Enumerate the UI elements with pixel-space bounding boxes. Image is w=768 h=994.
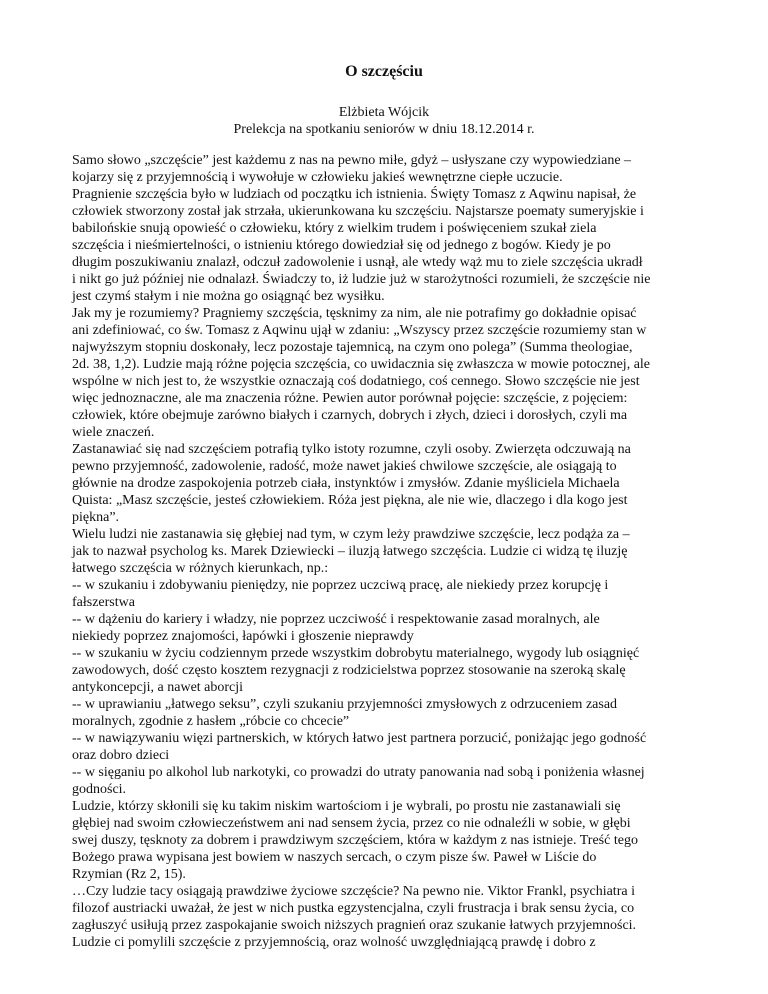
text-line: zawodowych, dość często kosztem rezygnacji z rodzicielstwa poprzez stosowanie na szeroką skalę xyxy=(72,663,626,678)
text-line: …Czy ludzie tacy osiągają prawdziwe życiowe szczęście? Na pewno nie. Viktor Frankl, psychiatra i xyxy=(72,884,635,899)
text-line: -- w uprawianiu „łatwego seksu”, czyli szukaniu przyjemności zmysłowych z odrzuceniem zasad xyxy=(72,697,618,712)
text-line: niekiedy poprzez znajomości, łapówki i głoszenie nieprawdy xyxy=(72,629,414,644)
text-line: pewno przyjemność, zadowolenie, radość, może nawet jakieś chwilowe szczęście, ale osiągają to xyxy=(72,459,617,474)
document-author: Elżbieta Wójcik xyxy=(338,105,430,120)
text-line: więc jednoznaczne, ale ma znaczenia różne. Pewien autor porównał pojęcie: szczęście, z pojęciem: xyxy=(72,391,628,406)
text-line: Jak my je rozumiemy? Pragniemy szczęścia, tęsknimy za nim, ale nie potrafimy go dokładnie opisać xyxy=(72,306,637,321)
text-line: -- w nawiązywaniu więzi partnerskich, w których łatwo jest partnera porzucić, poniżając jego godność xyxy=(72,731,647,746)
text-line: Quista: „Masz szczęście, jesteś człowiekiem. Róża jest piękna, ale nie wie, dlaczego i dla kogo jest xyxy=(72,493,628,508)
text-line: głównie na drodze zaspokojenia potrzeb ciała, instynktów i zmysłów. Zdanie myśliciela Michaela xyxy=(72,476,620,491)
text-line: Samo słowo „szczęście” jest każdemu z nas na pewno miłe, gdyż – usłyszane czy wypowiedziane – xyxy=(72,153,632,168)
text-line: godności. xyxy=(72,782,127,797)
text-line: łatwego szczęścia w różnych kierunkach, np.: xyxy=(72,561,329,576)
text-line: wspólne w nich jest to, że wszystkie oznaczają coś dodatniego, coś cennego. Słowo szczęście nie jest xyxy=(72,374,640,389)
text-line: jak to nazwał psycholog ks. Marek Dziewiecki – iluzją łatwego szczęścia. Ludzie ci widzą tę iluzję xyxy=(72,544,628,559)
text-line: człowiek, które obejmuje zarówno białych i czarnych, dobrych i złych, dzieci i dorosłych, czyli ma xyxy=(72,408,628,423)
text-line: zagłuszyć usiłują przez zaspokajanie swoich niższych pragnień oraz szukanie łatwych przyjemności. xyxy=(72,918,637,933)
text-line: kojarzy się z przyjemnością i wywołuje w człowieku jakieś wewnętrzne ciepłe uczucie. xyxy=(72,170,563,185)
text-line: człowiek stworzony został jak strzała, ukierunkowana ku szczęściu. Najstarsze poematy sumeryjskie i xyxy=(72,204,644,219)
document-body xyxy=(72,152,722,951)
text-line: Zastanawiać się nad szczęściem potrafią tylko istoty rozumne, czyli osoby. Zwierzęta odczuwają na xyxy=(72,442,631,457)
text-line: ani zdefiniować, co św. Tomasz z Aqwinu ujął w zdaniu: „Wszyscy przez szczęście rozumiemy stan w xyxy=(72,323,647,338)
text-line: i nikt go już później nie odnalazł. Świadczy to, iż ludzie już w starożytności rozumieli, że szczęście nie xyxy=(72,272,651,287)
text-line: swej duszy, tęsknoty za dobrem i prawdziwym szczęściem, która w każdym z nas istnieje. Treść tego xyxy=(72,833,638,848)
text-line: Pragnienie szczęścia było w ludziach od początku ich istnienia. Święty Tomasz z Aqwinu napisał, że xyxy=(72,187,637,202)
text-line: szczęścia i nieśmiertelności, o istnieniu którego dowiedział się od jednego z bogów. Kiedy je po xyxy=(72,238,611,253)
text-line: długim poszukiwaniu znalazł, odczuł zadowolenie i usnął, ale wtedy wąż mu to ziele szczęścia ukradł xyxy=(72,255,643,270)
text-line: Ludzie ci pomylili szczęście z przyjemnością, oraz wolność uwzględniającą prawdę i dobro z xyxy=(72,935,596,950)
document-subtitle: Prelekcja na spotkaniu seniorów w dniu 18.12.2014 r. xyxy=(233,122,535,137)
text-line: -- w dążeniu do kariery i władzy, nie poprzez uczciwość i respektowanie zasad moralnych, ale xyxy=(72,612,600,627)
text-line: Rzymian (Rz 2, 15). xyxy=(72,867,186,882)
document-title: O szczęściu xyxy=(345,63,423,80)
text-line: Wielu ludzi nie zastanawia się głębiej nad tym, w czym leży prawdziwe szczęście, lecz podąża za – xyxy=(72,527,630,542)
text-line: fałszerstwa xyxy=(72,595,135,610)
text-line: -- w szukaniu w życiu codziennym przede wszystkim dobrobytu materialnego, wygody lub osiągnięć xyxy=(72,646,640,661)
text-line: Bożego prawa wypisana jest bowiem w naszych sercach, o czym pisze św. Paweł w Liście do xyxy=(72,850,597,865)
text-line: wiele znaczeń. xyxy=(72,425,155,440)
text-line: 2d. 38, 1,2). Ludzie mają różne pojęcia szczęścia, co uwidacznia się zwłaszcza w mowie potocznej, ale xyxy=(72,357,651,372)
text-line: filozof austriacki uważał, że jest w nich pustka egzystencjalna, czyli frustracja i brak sensu życia, co xyxy=(72,901,635,916)
text-line: najwyższym stopniu doskonały, lecz pozostaje tajemnicą, na czym ono polega” (Summa theologiae, xyxy=(72,340,633,355)
text-line: Ludzie, którzy skłonili się ku takim niskim wartościom i je wybrali, po prostu nie zastanawiali się xyxy=(72,799,621,814)
text-line: -- w sięganiu po alkohol lub narkotyki, co prowadzi do utraty panowania nad sobą i poniżenia własnej xyxy=(72,765,645,780)
text-line: antykoncepcji, a nawet aborcji xyxy=(72,680,244,695)
text-line: oraz dobro dzieci xyxy=(72,748,170,763)
text-line: -- w szukaniu i zdobywaniu pieniędzy, nie poprzez uczciwą pracę, ale niekiedy przez korupcję i xyxy=(72,578,609,593)
text-line: babilońskie snują opowieść o człowieku, który z wielkim trudem i poświęceniem szukał ziela xyxy=(72,221,597,236)
text-line: jest czymś stałym i nie można go osiągnąć bez wysiłku. xyxy=(72,289,385,304)
text-line: piękna”. xyxy=(72,510,120,525)
text-line: głębiej nad swoim człowieczeństwem ani nad sensem życia, przez co nie odnaleźli w sobie, w głębi xyxy=(72,816,631,831)
text-line: moralnych, zgodnie z hasłem „róbcie co chcecie” xyxy=(72,714,350,729)
